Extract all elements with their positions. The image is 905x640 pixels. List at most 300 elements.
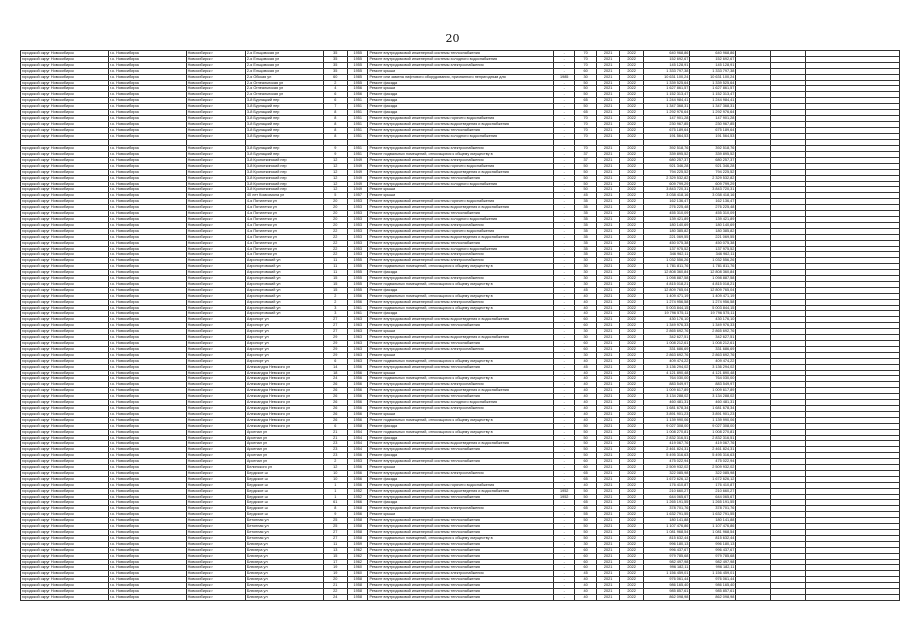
cell-settlement: Новосибирск г [186, 594, 245, 600]
cell-year: 1955 [348, 62, 368, 68]
cell-year-start: 2021 [597, 222, 619, 228]
cell-e3 [805, 594, 899, 600]
cell-year-built: 30 [574, 258, 596, 264]
cell-year-built: 50 [574, 86, 596, 92]
cell-district: городской округ Новосибирск [21, 370, 109, 376]
cell-settlement: Новосибирск г [186, 358, 245, 364]
cell-cost2: 1 008 270,81 [690, 429, 736, 435]
cell-district: городской округ Новосибирск [21, 104, 109, 110]
cell-dash: - [554, 476, 574, 482]
cell-settlement: Новосибирск г [186, 287, 245, 293]
cell-cost2: 4 121 890,48 [690, 370, 736, 376]
cell-cost2: 764 030,00 [690, 376, 736, 382]
cell-settlement: Новосибирск г [186, 530, 245, 536]
cell-district: городской округ Новосибирск [21, 470, 109, 476]
cell-cost: 5 495 316,63 [644, 453, 690, 459]
cell-cost2: 609 799,29 [690, 181, 736, 187]
cell-year-built: 30 [574, 74, 596, 80]
cell-cost2: 152 692,67 [690, 56, 736, 62]
cell-dash: - [554, 341, 574, 347]
cell-work: Ремонт крыши [368, 411, 554, 417]
cell-street: Александра Невского ул [245, 417, 323, 423]
cell-district: городской округ Новосибирск [21, 163, 109, 169]
cell-work: Ремонт фасада [368, 476, 554, 482]
cell-house: 35 [323, 51, 348, 57]
cell-cost: 1 081 968,54 [644, 530, 690, 536]
cell-district: городской округ Новосибирск [21, 494, 109, 500]
cell-year-built: 30 [574, 335, 596, 341]
cell-cost: 3 136 294,02 [644, 364, 690, 370]
cell-work: Ремонт внутридомовой инженерной системы электроснабжения [368, 146, 554, 152]
cell-city: г.о. Новосибирск [108, 335, 186, 341]
cell-house: 20 [323, 222, 348, 228]
cell-cost2: 1 347 368,31 [690, 104, 736, 110]
cell-year: 1956 [348, 293, 368, 299]
cell-street: Александра Невского ул [245, 394, 323, 400]
cell-work: Ремонт внутридомовой инженерной системы горячего водоснабжения [368, 163, 554, 169]
cell-city: г.о. Новосибирск [108, 222, 186, 228]
cell-year-start: 2021 [597, 92, 619, 98]
cell-district: городской округ Новосибирск [21, 594, 109, 600]
cell-settlement: Новосибирск г [186, 246, 245, 252]
cell-settlement: Новосибирск г [186, 382, 245, 388]
cell-year: 1956 [348, 405, 368, 411]
cell-cost: 1 672 626,12 [644, 476, 690, 482]
cell-district: городской округ Новосибирск [21, 364, 109, 370]
cell-cost2: 12 809 765,04 [690, 287, 736, 293]
cell-work: Ремонт внутридомовой инженерной системы электроснабжения [368, 157, 554, 163]
cell-year: 1956 [348, 299, 368, 305]
cell-year-end: 2022 [619, 589, 644, 595]
cell-work: Ремонт подвальных помещений, относящихся к общему имуществу в [368, 417, 554, 423]
cell-street: Аэропортовский ул [245, 270, 323, 276]
cell-dash: - [554, 270, 574, 276]
cell-house: 11 [323, 270, 348, 276]
cell-district: городской округ Новосибирск [21, 127, 109, 133]
cell-settlement: Новосибирск г [186, 417, 245, 423]
cell-city: г.о. Новосибирск [108, 352, 186, 358]
cell-year-end: 2022 [619, 181, 644, 187]
cell-house: 11 [323, 541, 348, 547]
cell-district: городской округ Новосибирск [21, 51, 109, 57]
cell-street: Блюхера ул [245, 583, 323, 589]
cell-cost2: 1 632 791,55 [690, 512, 736, 518]
cell-settlement: Новосибирск г [186, 74, 245, 80]
cell-settlement: Новосибирск г [186, 211, 245, 217]
cell-settlement: Новосибирск г [186, 146, 245, 152]
cell-year-start: 2021 [597, 146, 619, 152]
cell-district: городской округ Новосибирск [21, 394, 109, 400]
cell-street: Белинского ул [245, 465, 323, 471]
cell-street: Александра Невского ул [245, 388, 323, 394]
cell-cost: 10 631 100,24 [644, 74, 690, 80]
cell-dash: - [554, 352, 574, 358]
cell-district: городской округ Новосибирск [21, 133, 109, 139]
cell-settlement: Новосибирск г [186, 470, 245, 476]
cell-house: 2 [323, 299, 348, 305]
cell-street: 2-я Огнеальпская ул [245, 80, 323, 86]
cell-street: Аэропортовский ул [245, 293, 323, 299]
cell-city: г.о. Новосибирск [108, 441, 186, 447]
cell-year: 1956 [348, 453, 368, 459]
cell-street: 4-я Пятилетки ул [245, 222, 323, 228]
cell-year: 1953 [348, 222, 368, 228]
cell-cost: 191 564,53 [644, 133, 690, 139]
cell-city: г.о. Новосибирск [108, 541, 186, 547]
cell-district: городской округ Новосибирск [21, 252, 109, 258]
cell-cost2: 3 038 418,16 [690, 193, 736, 199]
cell-year: 1951 [348, 104, 368, 110]
cell-cost2: 162 136,47 [690, 199, 736, 205]
cell-city: г.о. Новосибирск [108, 571, 186, 577]
cell-cost2: 996 437,67 [690, 547, 736, 553]
cell-dash: - [554, 594, 574, 600]
cell-dash: - [554, 423, 574, 429]
cell-year: 1955 [348, 281, 368, 287]
cell-year-built: 40 [574, 382, 596, 388]
cell-house: 23 [323, 447, 348, 453]
cell-year: 1963 [348, 346, 368, 352]
cell-settlement: Новосибирск г [186, 80, 245, 86]
cell-year-built: 70 [574, 62, 596, 68]
cell-cost: 455 310,09 [644, 211, 690, 217]
cell-house: 15 [323, 287, 348, 293]
cell-city: г.о. Новосибирск [108, 68, 186, 74]
cell-year-start: 2021 [597, 246, 619, 252]
cell-year-start: 2021 [597, 335, 619, 341]
cell-house: 27 [323, 329, 348, 335]
cell-year-end: 2022 [619, 146, 644, 152]
cell-year-built: 35 [574, 240, 596, 246]
cell-cost2: 19 796 575,11 [690, 311, 736, 317]
cell-year: 1952 [348, 488, 368, 494]
cell-cost: 339 895,52 [644, 152, 690, 158]
cell-district: городской округ Новосибирск [21, 429, 109, 435]
cell-dash: - [554, 175, 574, 181]
cell-settlement: Новосибирск г [186, 92, 245, 98]
cell-year: 1956 [348, 470, 368, 476]
cell-year-start: 2021 [597, 211, 619, 217]
cell-year-start: 2021 [597, 104, 619, 110]
cell-house: 2 [323, 80, 348, 86]
cell-year: 1955 [348, 68, 368, 74]
cell-work: Ремонт подвальных помещений, относящихся к общему имуществу в [368, 305, 554, 311]
cell-cost2: 640 968,86 [690, 51, 736, 57]
cell-year: 1958 [348, 530, 368, 536]
cell-city: г.о. Новосибирск [108, 74, 186, 80]
cell-year-built: 35 [574, 222, 596, 228]
cell-dash: - [554, 293, 574, 299]
cell-street: 40 лет Комсомола ул [245, 193, 323, 199]
cell-street: 4-я Пятилетки ул [245, 234, 323, 240]
cell-year-end: 2022 [619, 441, 644, 447]
cell-district: городской округ Новосибирск [21, 376, 109, 382]
cell-year-start: 2021 [597, 127, 619, 133]
cell-year: 1962 [348, 547, 368, 553]
cell-city: г.о. Новосибирск [108, 240, 186, 246]
cell-cost2: 210 660,27 [690, 488, 736, 494]
cell-city: г.о. Новосибирск [108, 317, 186, 323]
cell-year: 1953 [348, 234, 368, 240]
cell-cost: 147 901,28 [644, 115, 690, 121]
cell-dash: - [554, 133, 574, 139]
cell-street: 3-й Бурлацкий пер [245, 115, 323, 121]
cell-cost2: 976 061,44 [690, 577, 736, 583]
cell-cost: 1 107 476,86 [644, 524, 690, 530]
cell-year: 1955 [348, 51, 368, 57]
cell-dash: - [554, 335, 574, 341]
cell-cost: 1 139 990,06 [644, 417, 690, 423]
cell-year-start: 2021 [597, 56, 619, 62]
cell-house: 5 [323, 193, 348, 199]
cell-cost: 1 265 191,55 [644, 500, 690, 506]
cell-year-built: 50 [574, 447, 596, 453]
cell-work: Ремонт фасада [368, 423, 554, 429]
cell-house: 8 [323, 121, 348, 127]
cell-cost: 2 865 692,76 [644, 329, 690, 335]
cell-house: 60 [323, 74, 348, 80]
cell-street: Бетонная ул [245, 518, 323, 524]
cell-year-built: 37 [574, 157, 596, 163]
cell-cost: 1 292 976,64 [644, 110, 690, 116]
cell-dash: - [554, 169, 574, 175]
cell-cost: 1 008 270,81 [644, 429, 690, 435]
cell-work: Ремонт внутридомовой инженерной системы электроснабжения [368, 222, 554, 228]
cell-cost2: 450 075,38 [690, 240, 736, 246]
cell-work: Ремонт крыши [368, 329, 554, 335]
cell-dash: - [554, 559, 574, 565]
cell-city: г.о. Новосибирск [108, 305, 186, 311]
cell-settlement: Новосибирск г [186, 205, 245, 211]
cell-year: 1953 [348, 228, 368, 234]
cell-district: городской округ Новосибирск [21, 98, 109, 104]
cell-year: 1954 [348, 447, 368, 453]
cell-house: 11 [323, 258, 348, 264]
cell-year-start: 2021 [597, 133, 619, 139]
cell-year-built: 70 [574, 121, 596, 127]
cell-house: 25 [323, 524, 348, 530]
cell-work: Ремонт внутридомовой инженерной системы водоотведения и водоснабжения [368, 317, 554, 323]
cell-year-built: 65 [574, 500, 596, 506]
cell-year-end: 2022 [619, 388, 644, 394]
cell-cost2: 276 225,48 [690, 205, 736, 211]
cell-year-end: 2022 [619, 429, 644, 435]
cell-house: 24 [323, 376, 348, 382]
cell-city: г.о. Новосибирск [108, 287, 186, 293]
cell-house: 10 [323, 470, 348, 476]
cell-house: 8 [323, 506, 348, 512]
cell-street: Аэропортовский ул [245, 264, 323, 270]
cell-district: городской округ Новосибирск [21, 547, 109, 553]
cell-dash: - [554, 565, 574, 571]
cell-district: городской округ Новосибирск [21, 565, 109, 571]
cell-district: городской округ Новосибирск [21, 311, 109, 317]
cell-cost: 137 975,52 [644, 246, 690, 252]
cell-work: Ремонт внутридомовой инженерной системы холодного водоснабжения [368, 216, 554, 222]
cell-cost2: 378 701,76 [690, 506, 736, 512]
cell-city: г.о. Новосибирск [108, 281, 186, 287]
cell-city: г.о. Новосибирск [108, 323, 186, 329]
cell-cost2: 2 832 316,51 [690, 435, 736, 441]
cell-street: 3-й Бурлацкий пер [245, 152, 323, 158]
cell-cost2: 9 027 308,00 [690, 423, 736, 429]
cell-year-end: 2022 [619, 169, 644, 175]
cell-year-end: 2022 [619, 281, 644, 287]
cell-dash: - [554, 447, 574, 453]
cell-settlement: Новосибирск г [186, 181, 245, 187]
cell-year-built: 50 [574, 524, 596, 530]
cell-year-built: 40 [574, 388, 596, 394]
cell-work: Ремонт внутридомовой инженерной системы водоотведения и водоснабжения [368, 488, 554, 494]
cell-house: 3 [323, 311, 348, 317]
cell-year-end: 2022 [619, 335, 644, 341]
cell-year-start: 2021 [597, 352, 619, 358]
cell-cost2: 921 346,28 [690, 163, 736, 169]
cell-settlement: Новосибирск г [186, 447, 245, 453]
cell-cost: 12 808 360,84 [644, 270, 690, 276]
cell-work: Ремонт внутридомовой инженерной системы теплоснабжения [368, 447, 554, 453]
cell-work: Ремонт внутридомовой инженерной системы теплоснабжения [368, 494, 554, 500]
cell-city: г.о. Новосибирск [108, 400, 186, 406]
cell-year-end: 2022 [619, 524, 644, 530]
cell-street: 3-й Бурлацкий пер [245, 133, 323, 139]
cell-year-start: 2021 [597, 376, 619, 382]
cell-year-end: 2022 [619, 92, 644, 98]
cell-house: 19 [323, 565, 348, 571]
cell-cost2: 982 497,98 [690, 559, 736, 565]
cell-work: Ремонт фасада [368, 453, 554, 459]
cell-city: г.о. Новосибирск [108, 500, 186, 506]
cell-year: 1953 [348, 205, 368, 211]
cell-cost2: 1 627 861,57 [690, 86, 736, 92]
cell-house: 6 [323, 98, 348, 104]
cell-cost: 1 333 797,38 [644, 68, 690, 74]
cell-street: Арсенал ул [245, 441, 323, 447]
cell-district: городской округ Новосибирск [21, 293, 109, 299]
cell-dash: - [554, 281, 574, 287]
cell-cost2: 680 257,37 [690, 157, 736, 163]
cell-cost2: 1 274 956,58 [690, 299, 736, 305]
cell-district: городской округ Новосибирск [21, 553, 109, 559]
cell-house: 21 [323, 583, 348, 589]
cell-house: 22 [323, 240, 348, 246]
cell-city: г.о. Новосибирск [108, 258, 186, 264]
cell-year-end: 2022 [619, 530, 644, 536]
cell-district: городской округ Новосибирск [21, 270, 109, 276]
cell-year-end: 2022 [619, 394, 644, 400]
cell-work: Ремонт внутридомовой инженерной системы электроснабжения [368, 299, 554, 305]
cell-work: Ремонт внутридомовой инженерной системы водоотведения и водоснабжения [368, 121, 554, 127]
cell-year-start: 2021 [597, 358, 619, 364]
cell-year: 1958 [348, 524, 368, 530]
cell-year-start: 2021 [597, 559, 619, 565]
cell-work: Ремонт внутридомовой инженерной системы теплоснабжения [368, 559, 554, 565]
cell-settlement: Новосибирск г [186, 476, 245, 482]
cell-work: Ремонт крыши [368, 512, 554, 518]
cell-year-built: 65 [574, 98, 596, 104]
cell-house: 2 [323, 459, 348, 465]
cell-settlement: Новосибирск г [186, 405, 245, 411]
cell-year-end: 2022 [619, 358, 644, 364]
cell-district: городской округ Новосибирск [21, 234, 109, 240]
cell-year-end: 2022 [619, 352, 644, 358]
cell-house: 35 [323, 56, 348, 62]
cell-year-start: 2021 [597, 187, 619, 193]
works-table-container [20, 50, 900, 601]
cell-dash: - [554, 323, 574, 329]
cell-house: 15 [323, 553, 348, 559]
cell-street: 4-я Пятилетки ул [245, 205, 323, 211]
cell-dash: - [554, 193, 574, 199]
cell-city: г.о. Новосибирск [108, 453, 186, 459]
cell-district: городской округ Новосибирск [21, 535, 109, 541]
cell-house: 20 [323, 205, 348, 211]
cell-district: городской округ Новосибирск [21, 559, 109, 565]
cell-work: Ремонт внутридомовой инженерной системы горячего водоснабжения [368, 115, 554, 121]
cell-year-start: 2021 [597, 121, 619, 127]
cell-year-start: 2021 [597, 388, 619, 394]
cell-city: г.о. Новосибирск [108, 234, 186, 240]
cell-dash: - [554, 152, 574, 158]
cell-district: городской округ Новосибирск [21, 482, 109, 488]
cell-work: Ремонт внутридомовой инженерной системы теплоснабжения [368, 594, 554, 600]
cell-cost: 996 182,11 [644, 565, 690, 571]
cell-house: 12 [323, 169, 348, 175]
cell-work: Ремонт подвальных помещений, относящихся к общему имуществу в [368, 281, 554, 287]
cell-work: Ремонт подвальных помещений, относящихся к общему имуществу в [368, 358, 554, 364]
cell-work: Ремонт фасада [368, 104, 554, 110]
cell-year-built: 40 [574, 482, 596, 488]
cell-year: 1956 [348, 400, 368, 406]
cell-work: Ремонт внутридомовой инженерной системы теплоснабжения [368, 211, 554, 217]
cell-house: 11 [323, 264, 348, 270]
cell-year-built: 40 [574, 577, 596, 583]
cell-work: Ремонт внутридомовой инженерной системы теплоснабжения [368, 341, 554, 347]
cell-street: Бетонная ул [245, 535, 323, 541]
cell-house: 19 [323, 571, 348, 577]
cell-district: городской округ Новосибирск [21, 121, 109, 127]
cell-year: 1960 [348, 571, 368, 577]
cell-street: Аэропортовский ул [245, 287, 323, 293]
cell-year-end: 2022 [619, 287, 644, 293]
cell-settlement: Новосибирск г [186, 329, 245, 335]
cell-year-start: 2021 [597, 228, 619, 234]
cell-year: 1956 [348, 482, 368, 488]
cell-settlement: Новосибирск г [186, 305, 245, 311]
cell-dash: - [554, 68, 574, 74]
cell-district: городской округ Новосибирск [21, 287, 109, 293]
cell-year-built: 40 [574, 376, 596, 382]
cell-dash: - [554, 163, 574, 169]
works-table-body [21, 51, 900, 601]
cell-year-built: 65 [574, 470, 596, 476]
cell-year-end: 2022 [619, 311, 644, 317]
cell-work: Ремонт внутридомовой инженерной системы теплоснабжения [368, 459, 554, 465]
cell-cost: 3 843 720,31 [644, 187, 690, 193]
cell-cost2: 137 975,52 [690, 246, 736, 252]
cell-work: Ремонт подвальных помещений, относящихся к общему имуществу в [368, 429, 554, 435]
cell-street: 3-й Кропоткинский пер [245, 169, 323, 175]
cell-city: г.о. Новосибирск [108, 559, 186, 565]
cell-work: Ремонт внутридомовой инженерной системы холодного водоснабжения [368, 133, 554, 139]
cell-settlement: Новосибирск г [186, 104, 245, 110]
cell-cost: 4 121 890,48 [644, 370, 690, 376]
cell-settlement: Новосибирск г [186, 299, 245, 305]
cell-year-built: 50 [574, 163, 596, 169]
cell-dash: - [554, 370, 574, 376]
cell-cost2: 986 165,40 [690, 583, 736, 589]
cell-settlement: Новосибирск г [186, 494, 245, 500]
